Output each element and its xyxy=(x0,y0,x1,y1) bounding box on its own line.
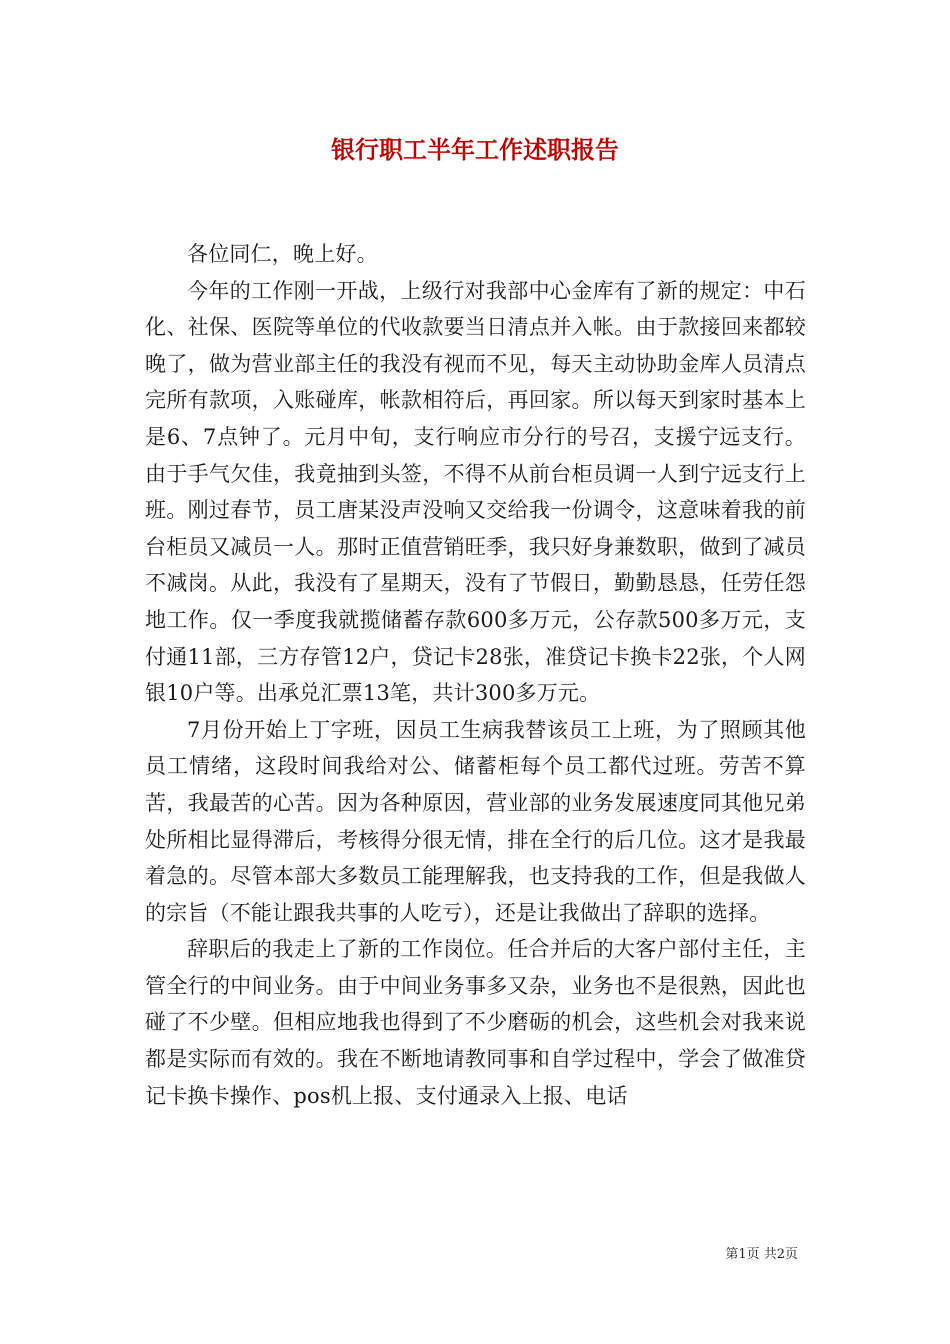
document-title: 银行职工半年工作述职报告 xyxy=(331,135,619,164)
paragraph-greeting: 各位同仁，晚上好。 xyxy=(187,242,378,266)
paragraph-1: 今年的工作刚一开战，上级行对我部中心金库有了新的规定：中石化、社保、医院等单位的代收款要当日清点并入帐。由于款接回来都较晚了，做为营业部主任的我没有视而不见，每天主动协助金库人员清点完所有款项，入账碰库，帐款相符后，再回家。所以每天到家时基本上是6、7点钟了。元月中旬，支行响应市分行的号召，支援宁远支行。由于手气欠佳，我竟抽到头签，不得不从前台柜员调一人到宁远支行上班。刚过春节，员工唐某没声没响又交给我一份调令，这意味着我的前台柜员又减员一人。那时正值营销旺季，我只好身兼数职，做到了减员不减岗。从此，我没有了星期天，没有了节假日，勤勤恳恳，任劳任怨地工作。仅一季度我就揽储蓄存款600多万元，公存款500多万元，支付通11部，三方存管12户，贷记卡28张，准贷记卡换卡22张，个人网银10户等。出承兑汇票13笔，共计300多万元。 xyxy=(145,278,806,706)
document-body xyxy=(145,236,806,1114)
paragraph-3: 辞职后的我走上了新的工作岗位。任合并后的大客户部付主任，主管全行的中间业务。由于中间业务事多又杂，业务也不是很熟，因此也碰了不少壁。但相应地我也得到了不少磨砺的机会，这些机会对我来说都是实际而有效的。我在不断地请教同事和自学过程中，学会了做准贷记卡换卡操作、pos机上报、支付通录入上报、电话 xyxy=(145,937,806,1108)
paragraph-2: 7月份开始上丁字班，因员工生病我替该员工上班，为了照顾其他员工情绪，这段时间我给对公、储蓄柜每个员工都代过班。劳苦不算苦，我最苦的心苦。因为各种原因，营业部的业务发展速度同其他兄弟处所相比显得滞后，考核得分很无情，排在全行的后几位。这才是我最着急的。尽管本部大多数员工能理解我，也支持我的工作，但是我做人的宗旨（不能让跟我共事的人吃亏），还是让我做出了辞职的选择。 xyxy=(145,717,806,925)
page-number-footer: 第1页 共2页 xyxy=(725,1247,798,1262)
